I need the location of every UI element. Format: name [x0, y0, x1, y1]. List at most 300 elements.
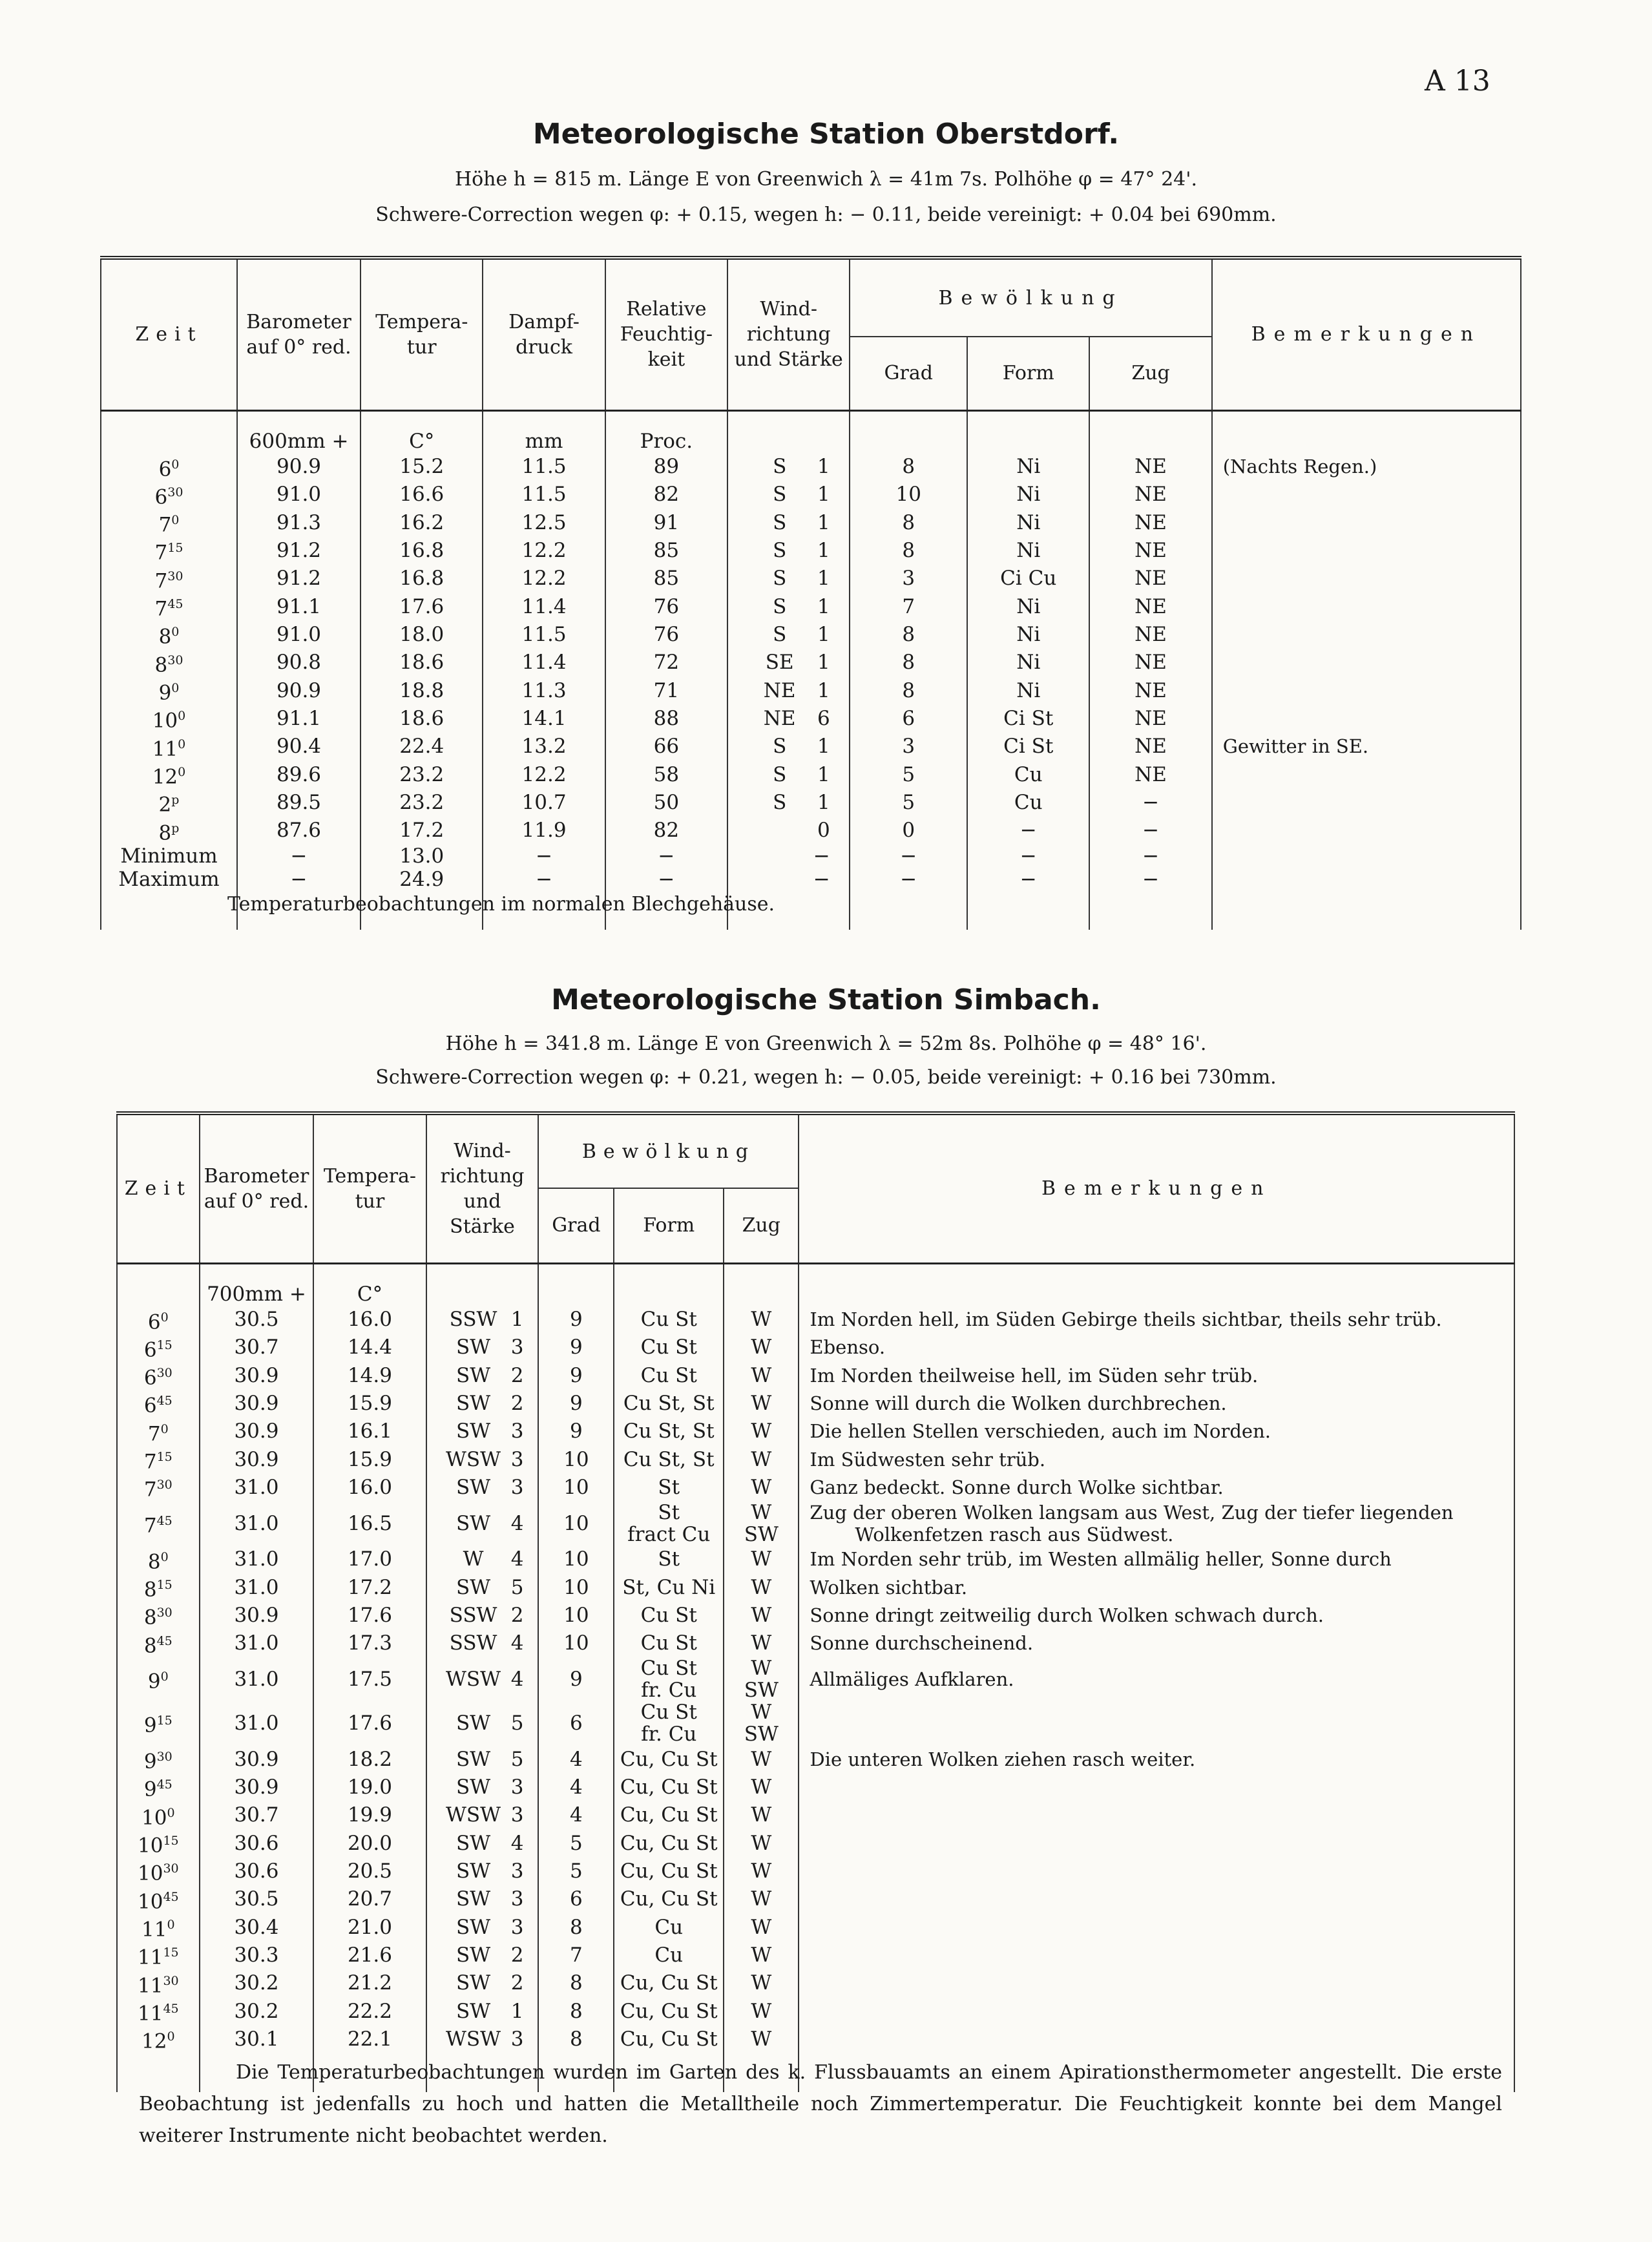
time-minute: 0: [178, 709, 186, 724]
barometer-cell: 91.2: [237, 565, 361, 592]
table-row: [117, 1801, 1514, 1829]
cloud-movement-cell-line2: SW: [744, 1723, 779, 1746]
cloud-form-cell: −: [967, 844, 1089, 868]
table-row: [117, 1418, 1514, 1445]
remark-cell: (Nachts Regen.): [1212, 453, 1521, 481]
time-minute: 0: [160, 1310, 169, 1325]
time-cell: [117, 1473, 200, 1501]
cloud-movement-cell: −: [1089, 788, 1211, 816]
remark-line2: Wolkenfetzen rasch aus Südwest.: [855, 1523, 1174, 1545]
cloud-form-cell-value: Cu, Cu St: [620, 1860, 718, 1883]
vapor-pressure-cell: 12.5: [483, 508, 605, 536]
wind-cell: [727, 536, 850, 564]
temperature-cell: 20.5: [313, 1857, 426, 1885]
vapor-pressure-cell: 12.2: [483, 760, 605, 788]
cloud-grade-cell: 8: [850, 620, 967, 648]
remark-cell: [799, 1773, 1514, 1801]
barometer-cell: 31.0: [200, 1545, 314, 1573]
remark-text: Im Norden theilweise hell, im Süden sehr trüb.: [810, 1364, 1259, 1387]
cloud-movement-cell-value: W: [751, 1392, 772, 1416]
time-hour: 6: [147, 1310, 161, 1334]
cloud-movement-cell: [724, 1857, 799, 1885]
time-hour: 9: [143, 1713, 157, 1737]
cloud-form-cell: [614, 1473, 724, 1501]
col-zug: Zug: [724, 1188, 799, 1263]
time-hour: 7: [143, 1450, 157, 1474]
time-hour: Maximum: [118, 868, 220, 892]
time-cell: [117, 1701, 200, 1745]
unit-cell: [850, 410, 967, 453]
remark-cell: [1212, 676, 1521, 704]
remark-line1: Zug der oberen Wolken langsam aus West, Zug der tiefer liegenden: [810, 1501, 1454, 1524]
col-form: Form: [614, 1188, 724, 1263]
cloud-movement-cell: NE: [1089, 508, 1211, 536]
unit-cell: [101, 410, 237, 453]
remark-text: Im Norden hell, im Süden Gebirge theils sichtbar, theils sehr trüb.: [810, 1308, 1442, 1331]
time-hour: 8: [143, 1606, 157, 1629]
wind-direction: SW: [455, 1860, 491, 1883]
remark-cell: [799, 1997, 1514, 2025]
cloud-form-cell: Ni: [967, 508, 1089, 536]
wind-cell: [426, 1997, 539, 2025]
col-grad: Grad: [538, 1188, 614, 1263]
wind-strength: 1: [510, 1308, 524, 1332]
cloud-movement-cell: [724, 1601, 799, 1629]
barometer-cell: 91.2: [237, 536, 361, 564]
humidity-cell: 76: [605, 592, 727, 620]
unit-cell: 700mm +: [200, 1263, 314, 1306]
wind-direction: SW: [455, 1971, 491, 1995]
cloud-grade-cell: 7: [538, 1941, 614, 1969]
unit-cell: [1212, 410, 1521, 453]
barometer-cell: 90.4: [237, 733, 361, 760]
cloud-grade-cell: 7: [850, 592, 967, 620]
cloud-form-cell-value: Cu: [654, 1943, 684, 1967]
barometer-cell: 31.0: [200, 1573, 314, 1601]
wind-cell: [426, 1502, 539, 1545]
cloud-movement-cell: NE: [1089, 676, 1211, 704]
cloud-movement-cell-value: W: [751, 1887, 772, 1911]
barometer-cell: 31.0: [200, 1701, 314, 1745]
cloud-movement-cell: [724, 1445, 799, 1473]
unit-cell: C°: [361, 410, 483, 453]
wind-strength: 4: [510, 1668, 524, 1692]
barometer-cell: 30.4: [200, 1913, 314, 1941]
cloud-grade-cell: 9: [538, 1334, 614, 1361]
time-minute: 0: [171, 513, 180, 528]
cloud-movement-cell-value: W: [751, 1831, 772, 1855]
wind-strength: 3: [510, 1803, 524, 1827]
barometer-cell: 30.9: [200, 1745, 314, 1773]
time-hour: 9: [147, 1670, 161, 1693]
time-minute: 15: [167, 541, 183, 556]
temperature-cell: 22.1: [313, 2025, 426, 2053]
time-cell: [117, 1601, 200, 1629]
cloud-form-cell-value: Cu St, St: [623, 1447, 715, 1471]
cloud-form-cell: [614, 1418, 724, 1445]
wind-direction: NE: [763, 678, 796, 702]
cloud-movement-cell-value: W: [751, 1547, 772, 1571]
table-row: [101, 676, 1521, 704]
wind-cell: [426, 1773, 539, 1801]
time-cell: [101, 620, 237, 648]
unit-row: [101, 410, 1521, 453]
cloud-movement-cell: [724, 1913, 799, 1941]
unit-cell: [1089, 410, 1211, 453]
cloud-form-cell: Ni: [967, 453, 1089, 481]
cloud-form-cell: [614, 1334, 724, 1361]
cloud-movement-cell: NE: [1089, 760, 1211, 788]
wind-direction: SW: [455, 1747, 491, 1771]
cloud-grade-cell: 9: [538, 1657, 614, 1701]
time-cell: [101, 788, 237, 816]
table-row: [101, 649, 1521, 676]
barometer-cell: 90.9: [237, 676, 361, 704]
table-row: [101, 536, 1521, 564]
time-minute: 0: [171, 681, 180, 696]
wind-strength: 2: [510, 1943, 524, 1967]
time-minute: 0: [171, 457, 180, 472]
remark-text: Sonne dringt zeitweilig durch Wolken schwach durch.: [810, 1604, 1324, 1627]
time-minute: 0: [167, 1918, 175, 1933]
cloud-movement-cell: [724, 1545, 799, 1573]
spacer-cell: [967, 891, 1089, 930]
wind-strength: 3: [510, 2027, 524, 2051]
humidity-cell: 72: [605, 649, 727, 676]
wind-direction: S: [773, 567, 787, 591]
col-bewoelkung: Bewölkung: [538, 1113, 799, 1188]
wind-cell: [426, 1445, 539, 1473]
wind-strength: 1: [817, 539, 830, 563]
barometer-cell: 31.0: [200, 1657, 314, 1701]
cloud-form-cell: [614, 1445, 724, 1473]
temperature-cell: 15.9: [313, 1445, 426, 1473]
barometer-cell: 90.9: [237, 453, 361, 481]
wind-strength: 5: [510, 1747, 524, 1771]
humidity-cell: −: [605, 844, 727, 868]
time-minute: 45: [156, 1514, 173, 1529]
cloud-form-cell: [614, 1545, 724, 1573]
col-barometer: Barometer auf 0° red.: [237, 258, 361, 410]
table-row: [101, 453, 1521, 481]
table-row: [117, 1361, 1514, 1389]
cloud-movement-cell: [724, 1389, 799, 1417]
remark-cell: [799, 1913, 1514, 1941]
cloud-movement-cell: [724, 1361, 799, 1389]
cloud-form-cell: [614, 1657, 724, 1701]
cloud-form-cell: Ni: [967, 649, 1089, 676]
wind-strength: 3: [510, 1420, 524, 1443]
time-minute: 0: [160, 1670, 169, 1684]
time-minute: 0: [167, 2029, 175, 2044]
remark-text: Sonne durchscheinend.: [810, 1632, 1034, 1655]
cloud-form-cell-line1: St: [658, 1500, 680, 1524]
cloud-grade-cell: 8: [850, 508, 967, 536]
wind-direction: S: [773, 762, 787, 786]
temperature-cell: 24.9: [361, 868, 483, 891]
time-cell: [117, 1885, 200, 1913]
col-temperatur: Tempera-tur: [361, 258, 483, 410]
barometer-cell: 91.1: [237, 592, 361, 620]
cloud-grade-cell: 5: [850, 788, 967, 816]
time-cell: [101, 649, 237, 676]
cloud-form-cell-value: Cu, Cu St: [620, 1971, 718, 1995]
humidity-cell: 76: [605, 620, 727, 648]
wind-cell: [727, 481, 850, 508]
wind-cell: [727, 453, 850, 481]
temperature-cell: 21.6: [313, 1941, 426, 1969]
time-minute: 30: [156, 1750, 173, 1765]
remark-cell: [799, 1629, 1514, 1657]
cloud-movement-cell-value: W: [751, 1476, 772, 1500]
cloud-grade-cell: 4: [538, 1745, 614, 1773]
wind-strength: 5: [510, 1575, 524, 1599]
table-row: [101, 508, 1521, 536]
barometer-cell: 30.5: [200, 1885, 314, 1913]
table-row: [117, 1473, 1514, 1501]
cloud-movement-cell: NE: [1089, 704, 1211, 732]
cloud-grade-cell: 4: [538, 1801, 614, 1829]
cloud-movement-cell-line1: W: [751, 1657, 772, 1681]
time-minute: 45: [156, 1777, 173, 1792]
cloud-form-cell: [614, 1629, 724, 1657]
page-number: A 13: [1425, 65, 1490, 98]
wind-cell: [426, 1857, 539, 1885]
table-row: [101, 844, 1521, 868]
unit-row: [117, 1263, 1514, 1306]
cloud-grade-cell: 8: [538, 1969, 614, 1997]
cloud-form-cell: [614, 1306, 724, 1334]
cloud-form-cell: [614, 1361, 724, 1389]
cloud-grade-cell: 8: [850, 649, 967, 676]
cloud-form-cell-value: Cu St: [640, 1604, 697, 1628]
wind-direction: SSW: [449, 1631, 497, 1655]
time-hour: 8: [158, 821, 172, 845]
humidity-cell: 50: [605, 788, 727, 816]
time-cell: [117, 1334, 200, 1361]
cloud-form-cell-value: Cu St, St: [623, 1420, 715, 1443]
wind-strength: −: [813, 868, 830, 892]
temperature-cell: 16.1: [313, 1418, 426, 1445]
time-minute: 0: [178, 765, 186, 780]
remark-cell: [799, 1745, 1514, 1773]
temperature-cell: 23.2: [361, 760, 483, 788]
remark-cell: [1212, 508, 1521, 536]
wind-direction: W: [463, 1547, 484, 1571]
table-row: [117, 1629, 1514, 1657]
vapor-pressure-cell: 11.9: [483, 817, 605, 844]
unit-cell: [614, 1263, 724, 1306]
simbach-title: Meteorologische Station Simbach.: [551, 983, 1101, 1016]
table-row: [117, 1306, 1514, 1334]
wind-cell: [727, 565, 850, 592]
remark-cell: [799, 1306, 1514, 1334]
barometer-cell: 30.7: [200, 1801, 314, 1829]
table-row: [117, 1745, 1514, 1773]
cloud-movement-cell: [724, 1473, 799, 1501]
cloud-form-cell-line1: Cu St: [640, 1701, 697, 1724]
time-cell: [117, 1445, 200, 1473]
humidity-cell: 82: [605, 817, 727, 844]
time-cell: [101, 760, 237, 788]
wind-cell: [727, 676, 850, 704]
wind-direction: SE: [765, 651, 794, 675]
remark-cell: [1212, 844, 1521, 868]
time-hour: 11: [141, 1918, 167, 1942]
wind-strength: 0: [817, 819, 830, 843]
time-minute: 15: [163, 1834, 179, 1849]
time-minute: 15: [163, 1945, 179, 1960]
remark-cell: [1212, 868, 1521, 891]
cloud-form-cell: Ni: [967, 620, 1089, 648]
wind-direction: SW: [455, 1476, 491, 1500]
wind-cell: [426, 1629, 539, 1657]
cloud-movement-cell-line2: SW: [744, 1679, 779, 1702]
temperature-cell: 14.9: [313, 1361, 426, 1389]
wind-direction: S: [773, 455, 787, 479]
cloud-form-cell: Ni: [967, 676, 1089, 704]
cloud-grade-cell: 8: [850, 453, 967, 481]
cloud-movement-cell-value: W: [751, 1575, 772, 1599]
temperature-cell: 16.5: [313, 1502, 426, 1545]
table-row: [117, 1573, 1514, 1601]
wind-strength: 1: [817, 567, 830, 591]
wind-cell: [426, 1573, 539, 1601]
table-row: [117, 1773, 1514, 1801]
cloud-form-cell: [614, 2025, 724, 2053]
temperature-cell: 17.5: [313, 1657, 426, 1701]
remark-text: Allmäliges Aufklaren.: [810, 1668, 1014, 1691]
remark-cell: [1212, 817, 1521, 844]
wind-direction: SW: [455, 1575, 491, 1599]
unit-cell: C°: [313, 1263, 426, 1306]
cloud-form-cell: [614, 1701, 724, 1745]
table-row: [101, 704, 1521, 732]
wind-cell: [426, 1306, 539, 1334]
wind-strength: 5: [510, 1712, 524, 1735]
temperature-cell: 19.0: [313, 1773, 426, 1801]
time-minute: 15: [156, 1713, 173, 1728]
humidity-cell: 58: [605, 760, 727, 788]
time-hour: 11: [137, 2002, 163, 2026]
time-hour: Minimum: [120, 844, 218, 868]
remark-cell: [799, 1801, 1514, 1829]
unit-cell: [799, 1263, 1514, 1306]
cloud-grade-cell: 9: [538, 1389, 614, 1417]
temperature-cell: 16.8: [361, 565, 483, 592]
wind-cell: [426, 1801, 539, 1829]
wind-direction: SW: [455, 1363, 491, 1387]
cloud-movement-cell-value: W: [751, 1747, 772, 1771]
time-hour: 9: [143, 1750, 157, 1774]
time-minute: 45: [163, 1889, 179, 1904]
wind-strength: 2: [510, 1392, 524, 1416]
wind-direction: SSW: [449, 1308, 497, 1332]
humidity-cell: 71: [605, 676, 727, 704]
time-cell: [101, 453, 237, 481]
remark-text: Ganz bedeckt. Sonne durch Wolke sichtbar.: [810, 1476, 1224, 1499]
time-cell: [117, 2025, 200, 2053]
cloud-movement-cell-value: W: [751, 1915, 772, 1939]
time-cell: [117, 1629, 200, 1657]
wind-direction: SW: [455, 1511, 491, 1535]
cloud-form-cell: [614, 1969, 724, 1997]
wind-strength: 3: [510, 1336, 524, 1359]
time-cell: [101, 844, 237, 868]
cloud-form-cell-line2: fr. Cu: [641, 1679, 697, 1702]
remark-cell: [799, 1445, 1514, 1473]
temperature-cell: 18.8: [361, 676, 483, 704]
cloud-form-cell-value: Cu, Cu St: [620, 1776, 718, 1799]
cloud-movement-cell: [724, 1773, 799, 1801]
remark-cell: [799, 1941, 1514, 1969]
table-row: [101, 788, 1521, 816]
wind-strength: 1: [817, 762, 830, 786]
time-hour: 6: [154, 485, 168, 509]
unit-cell: [426, 1263, 539, 1306]
cloud-movement-cell-value: W: [751, 1631, 772, 1655]
unit-cell: [727, 410, 850, 453]
cloud-grade-cell: 8: [850, 536, 967, 564]
cloud-grade-cell: 10: [538, 1473, 614, 1501]
col-bemerkungen: Bemerkungen: [1212, 258, 1521, 410]
barometer-cell: 89.6: [237, 760, 361, 788]
time-cell: [101, 481, 237, 508]
col-bewoelkung: Bewölkung: [850, 258, 1211, 337]
time-hour: 10: [152, 709, 178, 733]
remark-text: Im Südwesten sehr trüb.: [810, 1448, 1046, 1471]
cloud-grade-cell: 10: [538, 1502, 614, 1545]
cloud-movement-cell: [724, 1997, 799, 2025]
cloud-movement-cell: NE: [1089, 565, 1211, 592]
table-row: [117, 1657, 1514, 1701]
vapor-pressure-cell: −: [483, 844, 605, 868]
wind-direction: SW: [455, 1831, 491, 1855]
time-hour: 8: [143, 1578, 157, 1602]
time-minute: p: [171, 821, 180, 835]
cloud-movement-cell: [724, 1657, 799, 1701]
cloud-movement-cell-value: W: [751, 1363, 772, 1387]
cloud-grade-cell: 9: [538, 1361, 614, 1389]
time-hour: 10: [137, 1834, 163, 1858]
time-minute: p: [171, 793, 180, 808]
cloud-grade-cell: 0: [850, 817, 967, 844]
table-row: [117, 2025, 1514, 2053]
time-minute: 0: [171, 625, 180, 640]
oberstdorf-note: Temperaturbeobachtungen im normalen Blechgehäuse.: [227, 893, 775, 916]
cloud-movement-cell: [724, 1969, 799, 1997]
humidity-cell: 85: [605, 565, 727, 592]
cloud-movement-cell: [724, 1306, 799, 1334]
wind-direction: SW: [455, 1943, 491, 1967]
time-cell: [101, 868, 237, 891]
time-hour: 7: [143, 1514, 157, 1538]
wind-strength: 1: [817, 735, 830, 759]
humidity-cell: 88: [605, 704, 727, 732]
cloud-form-cell: [614, 1997, 724, 2025]
col-temperatur: Tempera-tur: [313, 1113, 426, 1263]
wind-cell: [727, 844, 850, 868]
wind-direction: WSW: [446, 2027, 501, 2051]
cloud-form-cell: [614, 1801, 724, 1829]
time-hour: 7: [154, 597, 168, 621]
table-row: [117, 1969, 1514, 1997]
cloud-movement-cell: [724, 1629, 799, 1657]
temperature-cell: 21.0: [313, 1913, 426, 1941]
wind-direction: SW: [455, 1776, 491, 1799]
wind-cell: [426, 1545, 539, 1573]
table-row: [117, 1545, 1514, 1573]
